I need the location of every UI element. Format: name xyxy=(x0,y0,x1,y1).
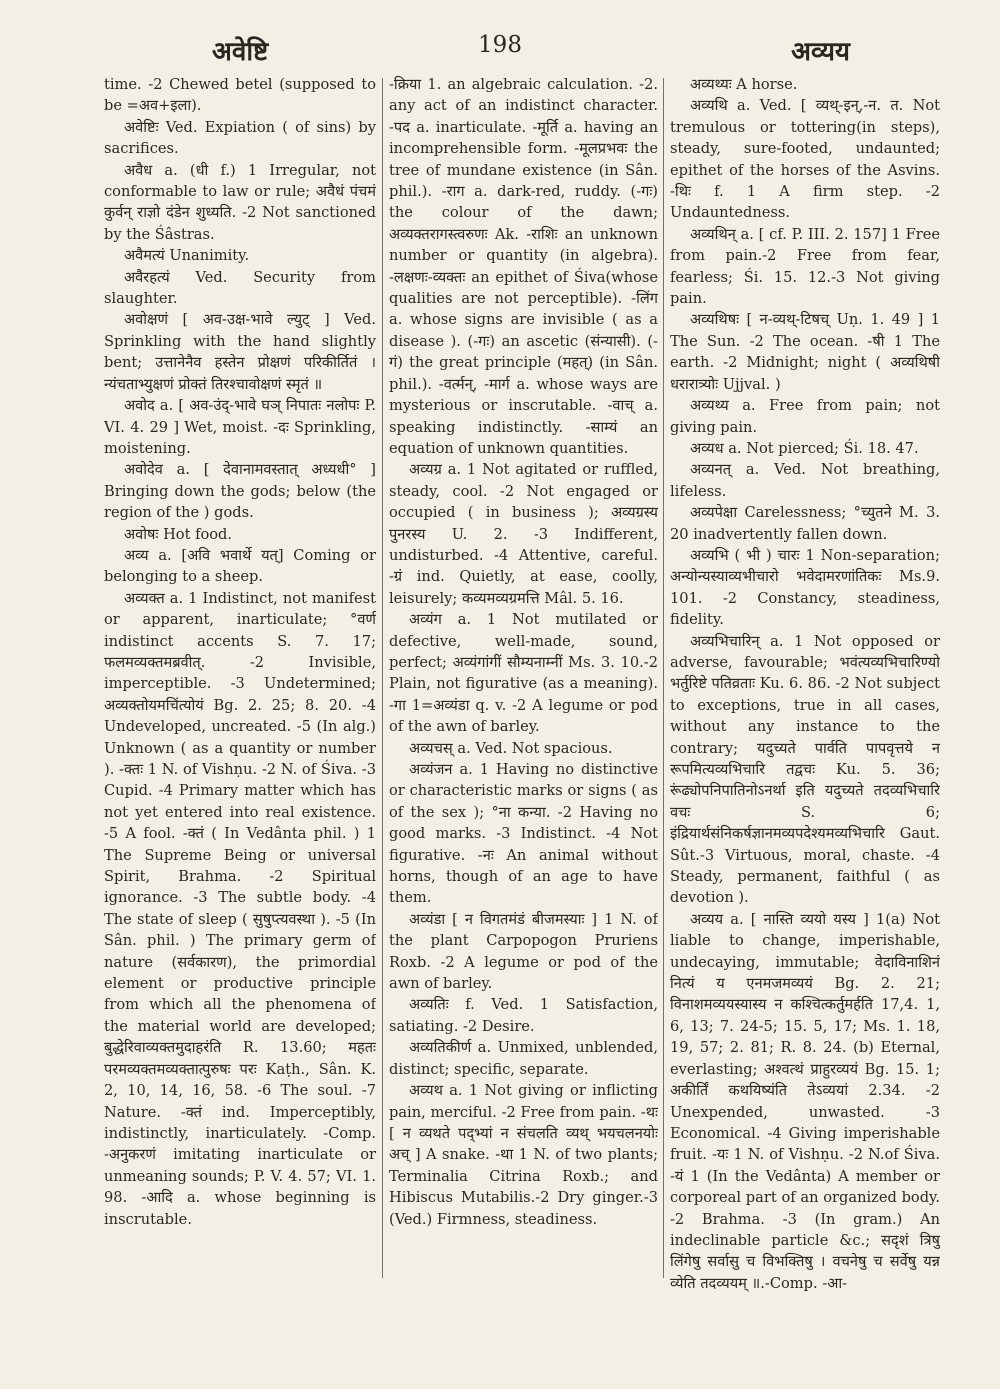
dictionary-entry: अवैमत्यं Unanimity. xyxy=(124,247,250,265)
dictionary-entry: अव्यय a. [ नास्ति व्ययो यस्य ] 1(a) Not liable to change, imperishable, undecaying, immutable; वेदाविनाशिनं नित्यं य एनमजमव्ययं Bg. 2. 21; विनाशमव्ययस्यास्य न कश्चित्कर्तुमर्हति 17,4. 1, 6, 13; 7. 24-5; 15. 5, 17; Ms. 1. 18, 19, 57; 2. 81; R. 8. 24. (b) Eternal, everlasting; अश्वत्थं प्राहुरव्ययं Bg. 15. 1; अकीर्तिं कथयिष्यंति तेऽव्ययां 2.34. -2 Unexpended, unwasted. -3 Economical. -4 Giving imperishable fruit. -यः 1 N. of Vishṇu. -2 N.of Śiva. -यं 1 (In the Vedânta) A member or corporeal part of an organized body. -2 Brahma. -3 (In gram.) An indeclinable particle &c.; सदृशं त्रिषु लिंगेषु सर्वासु च विभक्तिषु । वचनेषु च सर्वेषु यन्न व्येति तदव्ययम् ॥.-Comp. -आ- xyxy=(670,910,940,1292)
dictionary-entry: अव्यभि ( भी ) चारः 1 Non-separation; अन्योन्यस्याव्यभीचारो भवेदामरणांतिकः Ms.9. 101. -2 Constancy, steadiness, fidelity. xyxy=(670,546,940,629)
dictionary-entry: अव्यचस् a. Ved. Not spacious. xyxy=(409,739,613,757)
column-divider xyxy=(382,78,383,1278)
dictionary-entry: अव्यथ a. 1 Not giving or inflicting pain, merciful. -2 Free from pain. -थः [ न व्यथते पद्भ्यां न संचलति व्यथ् भयचलनयोः अच् ] A snake. -था 1 N. of two plants; Terminalia Citrina Roxb.; and Hibiscus Mutabilis.-2 Dry ginger.-3 (Ved.) Firmness, steadiness. xyxy=(389,1082,658,1228)
column-1 xyxy=(104,74,376,1374)
left-guide-word: अवेष्टि xyxy=(212,37,269,67)
dictionary-entry: अव्यपेक्षा Carelessness; °च्युतने M. 3. 20 inadvertently fallen down. xyxy=(670,504,940,543)
dictionary-entry: अवोक्षणं [ अव-उक्ष-भावे ल्युट् ] Ved. Sprinkling with the hand slightly bent; उत्तानेनैव हस्तेन प्रोक्षणं परिकीर्तितं । न्यंचताभ्युक्षणं प्रोक्तं तिरश्चावोक्षणं स्मृतं ॥ xyxy=(104,311,376,393)
dictionary-entry: अवैरहत्यं Ved. Security from slaughter. xyxy=(104,268,376,308)
dictionary-entry: अव्यग्र a. 1 Not agitated or ruffled, steady, cool. -2 Not engaged or occupied ( in business ); अव्यग्रस्य पुनरस्य U. 2. -3 Indifferent, undisturbed. -4 Attentive, careful. -ग्रं ind. Quietly, at ease, coolly, leisurely; कव्यमव्यग्रमत्ति Mâl. 5. 16. xyxy=(389,461,658,607)
dictionary-entry: अव्यथिन् a. [ cf. P. III. 2. 157] 1 Free from pain.-2 Free from fear, fearless; Śi. 15. 12.-3 Not giving pain. xyxy=(670,225,940,308)
dictionary-entry: अव्यनत् a. Ved. Not breathing, lifeless. xyxy=(670,461,940,500)
dictionary-entry: अवोदेव a. [ देवानामवस्तात् अध्यधी° ] Bringing down the gods; below (the region of the ) gods. xyxy=(104,461,376,522)
dictionary-entry: अव्यतिकीर्ण a. Unmixed, unblended, distinct; specific, separate. xyxy=(389,1039,658,1078)
column-3 xyxy=(670,74,940,1374)
dictionary-entry: अव्यतिः f. Ved. 1 Satisfaction, satiating. -2 Desire. xyxy=(389,996,658,1035)
dictionary-entry: अव्यध a. Not pierced; Śi. 18. 47. xyxy=(690,439,919,457)
dictionary-entry: अव्यथि a. Ved. [ व्यथ्-इन्,-न. त. Not tremulous or tottering(in steps), steady, sure-footed, undaunted; epithet of the horses of the Asvins. -थिः f. 1 A firm step. -2 Undauntedness. xyxy=(670,97,940,222)
column-divider xyxy=(663,78,664,1278)
dictionary-entry: अवेष्टिः Ved. Expiation ( of sins) by sacrifices. xyxy=(104,118,376,158)
dictionary-entry: अव्यथ्यः A horse. xyxy=(690,76,798,93)
dictionary-entry: अव्यथिषः [ न-व्यथ्-टिषच् Uṇ. 1. 49 ] 1 The Sun. -2 The ocean. -षी 1 The earth. -2 Midnight; night ( अव्यथिषी धरारात्र्योः Ujjval. ) xyxy=(670,311,940,393)
dictionary-entry: अव्य a. [अवि भवार्थे यत्] Coming or belonging to a sheep. xyxy=(104,546,376,586)
dictionary-entry: अवोद a. [ अव-उंद्-भावे घञ् निपातः नलोपः P. VI. 4. 29 ] Wet, moist. -दः Sprinkling, moistening. xyxy=(104,397,376,457)
right-guide-word: अव्यय xyxy=(791,37,850,67)
dictionary-entry: time. -2 Chewed betel (supposed to be =अव+इला). xyxy=(104,76,376,115)
dictionary-entry: अव्यथ्य a. Free from pain; not giving pain. xyxy=(670,397,940,436)
dictionary-entry: अव्यंग a. 1 Not mutilated or defective, well-made, sound, perfect; अव्यंगांगीं सौम्यनाम्नीं Ms. 3. 10.-2 Plain, not figurative (as a meaning). -गा 1=अव्यंडा q. v. -2 A legume or pod of the awn of barley. xyxy=(389,611,658,736)
dictionary-entry: अव्यक्त a. 1 Indistinct, not manifest or apparent, inarticulate; °वर्ण indistinct accents S. 7. 17; फलमव्यक्तमब्रवीत्. -2 Invisible, imperceptible. -3 Undetermined; अव्यक्तोयमचिंत्योयं Bg. 2. 25; 8. 20. -4 Undeveloped, uncreated. -5 (In alg.) Unknown ( as a quantity or number ). -क्तः 1 N. of Vishṇu. -2 N. of Śiva. -3 Cupid. -4 Primary matter which has not yet entered into real existence. -5 A fool. -क्तं ( In Vedânta phil. ) 1 The Supreme Being or universal Spirit, Brahma. -2 Spiritual ignorance. -3 The subtle body. -4 The state of sleep ( सुषुप्त्यवस्था ). -5 (In Sân. phil. ) The primary germ of nature (सर्वकारण), the primordial element or productive principle from which all the phenomena of the material world are developed; बुद्धेरिवाव्यक्तमुदाहरंति R. 13.60; महतः परमव्यक्तमव्यक्तात्पुरुषः परः Kaṭh., Sân. K. 2, 10, 14, 16, 58. -6 The soul. -7 Nature. -क्तं ind. Imperceptibly, indistinctly, inarticulately. -Comp. -अनुकरणं imitating inarticulate or unmeaning sounds; P. V. 4. 57; VI. 1. 98. -आदि a. whose beginning is inscrutable. xyxy=(104,589,376,1228)
dictionary-entry: अव्यंडा [ न विगतमंडं बीजमस्याः ] 1 N. of the plant Carpopogon Pruriens Roxb. -2 A legume or pod of the awn of barley. xyxy=(389,910,658,993)
dictionary-entry: अव्यंजन a. 1 Having no distinctive or characteristic marks or signs ( as of the sex ); °ना कन्या. -2 Having no good marks. -3 Indistinct. -4 Not figurative. -नः An animal without horns, though of an age to have them. xyxy=(389,761,658,907)
dictionary-entry: अवोषः Hot food. xyxy=(124,525,233,543)
page-number: 198 xyxy=(478,32,522,58)
dictionary-entry: -क्रिया 1. an algebraic calculation. -2. any act of an indistinct character. -पद a. inarticulate. -मूर्ति a. having an incomprehensible form. -मूलप्रभवः the tree of mundane existence (in Sân. phil.). -राग a. dark-red, ruddy. (-गः) the colour of the dawn; अव्यक्तरागस्त्वरुणः Ak. -राशिः an unknown number or quantity (in algebra). -लक्षणः-व्यक्तः an epithet of Śiva(whose qualities are not perceptible). -लिंग a. whose signs are invisible ( as a disease ). (-गः) an ascetic (संन्यासी). (-गं) the great principle (महत्) (in Sân. phil.). -वर्त्मन्, -मार्ग a. whose ways are mysterious or inscrutable. -वाच् a. speaking indistinctly. -साम्यं an equation of unknown quantities. xyxy=(389,76,658,457)
column-2 xyxy=(389,74,658,1374)
dictionary-entry: अवैध a. (धी f.) 1 Irregular, not conformable to law or rule; अवैधं पंचमं कुर्वन् राज्ञो दंडेन शुध्यति. -2 Not sanctioned by the Śâstras. xyxy=(104,161,376,243)
dictionary-entry: अव्यभिचारिन् a. 1 Not opposed or adverse, favourable; भवंत्यव्यभिचारिण्यो भर्तुरिष्टे पतिव्रताः Ku. 6. 86. -2 Not subject to exceptions, true in all cases, without any instance to the contrary; यदुच्यते पार्वति पापवृत्तये न रूपमित्यव्यभिचारि तद्वचः Ku. 5. 36; रूंढ्योपनिपातिनोऽनर्था इति यदुच्यते तदव्यभिचारि वचः S. 6; इंद्रियार्थसंनिकर्षज्ञानमव्यपदेश्यमव्यभिचारि Gaut. Sût.-3 Virtuous, moral, chaste. -4 Steady, permanent, faithful ( as devotion ). xyxy=(670,632,940,907)
